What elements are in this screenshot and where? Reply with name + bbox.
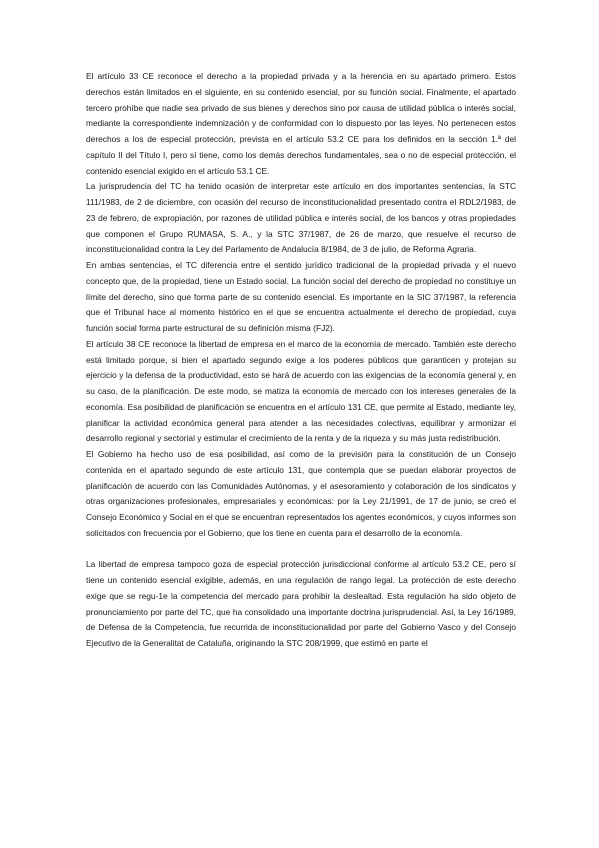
paragraph-social-function: En ambas sentencias, el TC diferencia entre el sentido jurídico tradicional de la propiedad privada y el nuevo concepto que, de la propiedad, tiene un Estado social. La función social del derecho de propiedad no constituye un límite del derecho, sino que forma parte de su contenido esencial. Es importante en la SIC 37/1987, la referencia que el Tribunal hace al momento histórico en el que se encuentra actualmente el derecho de propiedad, cuya función social forma parte estructural de su definición misma (FJ2). — [86, 260, 516, 333]
document-body — [86, 69, 516, 652]
paragraph-article-38: El artículo 38 CE reconoce la libertad de empresa en el marco de la economía de mercado. También este derecho está limitado porque, si bien el apartado segundo exige a los poderes públicos que garanticen y protejan su ejercicio y la defensa de la productividad, esto se hará de acuerdo con las exigencias de la economía general y, en su caso, de la planificación. De este modo, se matiza la economía de mercado con los intereses generales de la economía. Esa posibilidad de planificación se encuentra en el artículo 131 CE, que permite al Estado, mediante ley, planificar la actividad económica general para atender a las necesidades colectivas, equilibrar y armonizar el desarrollo regional y sectorial y estimular el crecimiento de la renta y de la riqueza y su más justa redistribución. — [86, 338, 516, 444]
paragraph-freedom-of-enterprise: La libertad de empresa tampoco goza de especial protección jurisdiccional conforme al artículo 53.2 CE, pero sí tiene un contenido esencial exigible, además, en una regulación de rango legal. La protección de este derecho exige que se regu-1e la competencia del mercado para prohibir la deslealtad. Esta regulación ha sido objeto de pronunciamiento por parte del TC, que ha consolidado una importante doctrina jurisprudencial. Así, la Ley 16/1989, de Defensa de la Competencia, fue recurrida de inconstitucionalidad por parte del Gobierno Vasco y del Consejo Ejecutivo de la Generalitat de Cataluña, originando la STC 208/1999, que estimó en parte el — [86, 559, 516, 648]
paragraph-article-33: El artículo 33 CE reconoce el derecho a la propiedad privada y a la herencia en su apartado primero. Estos derechos están limitados en el siguiente, en su contenido esencial, por su función social. Finalmente, el apartado tercero prohíbe que nadie sea privado de sus bienes y derechos sino por causa de utilidad pública o interés social, mediante la correspondiente indemnización y de conformidad con lo dispuesto por las leyes. No pertenecen estos derechos a los de especial protección, prevista en el artículo 53.2 CE para los definidos en la sección 1.ª del capítulo II del Título I, pero sí tiene, como los demás derechos fundamentales, sea o no de especial protección, el contenido esencial exigido en el artículo 53.1 CE. — [86, 71, 516, 176]
paragraph-tc-jurisprudence: La jurisprudencia del TC ha tenido ocasión de interpretar este artículo en dos importantes sentencias, la STC 111/1983, de 2 de diciembre, con ocasión del recurso de inconstitucionalidad presentado contra el RDL2/1983, de 23 de febrero, de expropiación, por razones de utilidad pública e interés social, de los bancos y otras propiedades que componen el Grupo RUMASA, S. A., y la STC 37/1987, de 26 de marzo, que resuelve el recurso de inconstitucionalidad contra la Ley del Parlamento de Andalucía 8/1984, de 3 de julio, de Reforma Agraria. — [86, 181, 516, 255]
paragraph-economic-council: El Gobierno ha hecho uso de esa posibilidad, así como de la previsión para la constitución de un Consejo contenida en el apartado segundo de este artículo 131, que contempla que se puedan elaborar proyectos de planificación de acuerdo con las Comunidades Autónomas, y el asesoramiento y colaboración de los sindicatos y otras organizaciones profesionales, empresariales y económicas: por la Ley 21/1991, de 17 de junio, se creó el Consejo Económico y Social en el que se encuentran representados los agentes económicos, y cuyos informes son solicitados con frecuencia por el Gobierno, que los tiene en cuenta para el desarrollo de la economía. — [86, 449, 516, 538]
